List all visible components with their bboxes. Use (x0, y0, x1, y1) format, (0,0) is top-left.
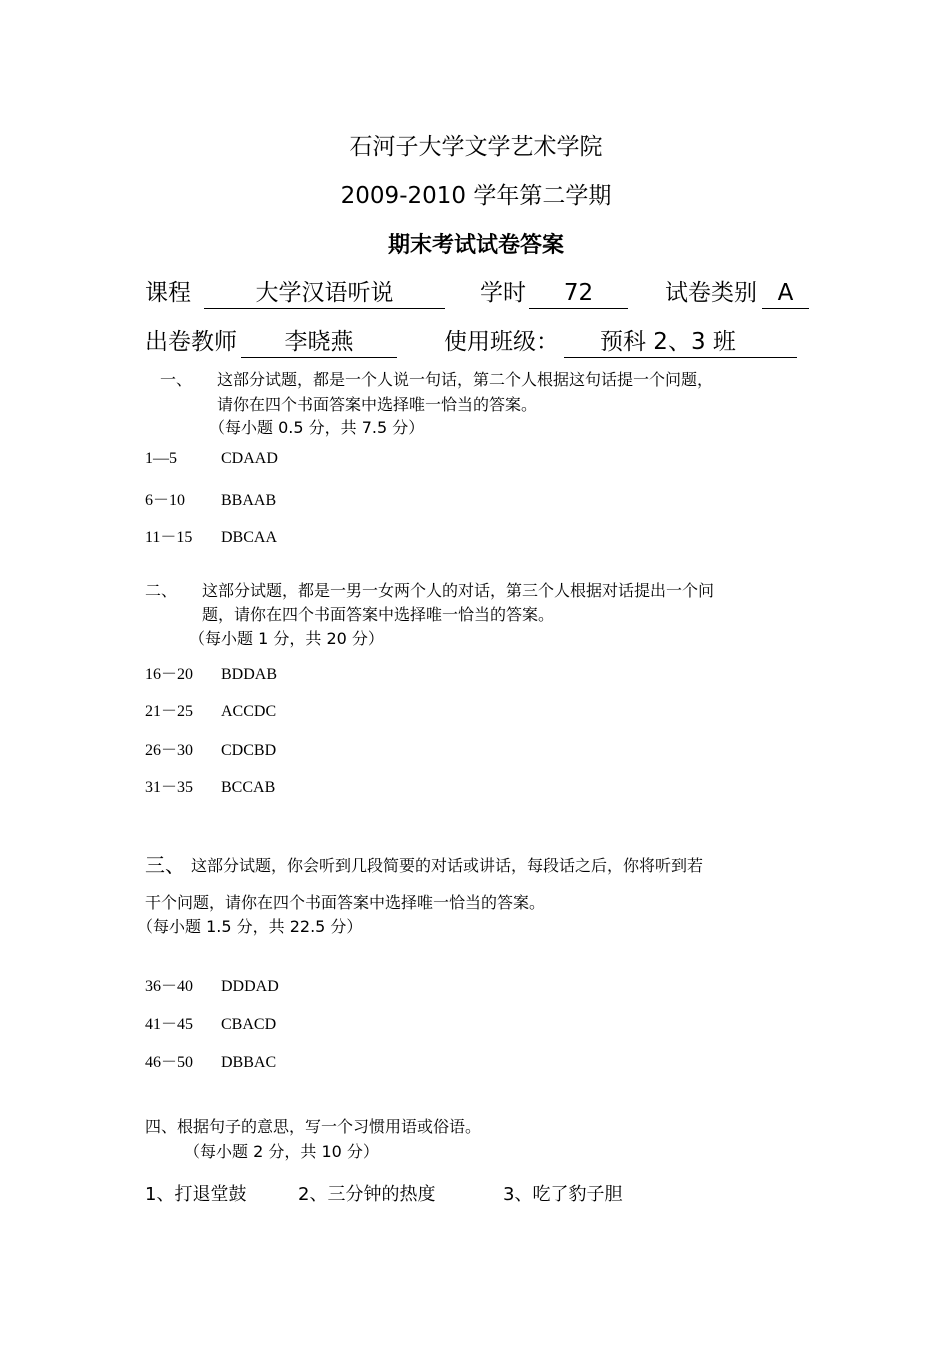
answer-value: BDDAB (221, 666, 278, 683)
answer-row (145, 1011, 276, 1034)
answer-row (145, 524, 277, 547)
teacher-value: 李晓燕 (241, 327, 397, 358)
answer-range: 41－45 (145, 1016, 194, 1033)
answer-value: CDCBD (221, 742, 277, 759)
answer-row (145, 661, 277, 684)
section3-instruction-line1: 这部分试题，你会听到几段简要的对话或讲话，每段话之后，你将听到若 (191, 856, 704, 875)
section1-instruction-line1: 这部分试题，都是一个人说一句话，第二个人根据这句话提一个问题， (217, 370, 714, 389)
section1-number: 一、 (160, 370, 193, 389)
answer-row (145, 1049, 276, 1072)
answer-row (145, 450, 278, 468)
section3-number: 三、 (145, 853, 185, 877)
answer-range: 16－20 (145, 666, 194, 683)
answer-row (145, 737, 276, 760)
hours-value: 72 (529, 278, 628, 309)
answer-value: DBCAA (221, 529, 278, 546)
term: 2009-2010 学年第二学期 (340, 183, 612, 209)
class-label: 使用班级： (444, 329, 559, 355)
hours-label: 学时 (480, 280, 526, 306)
section4-score: （每小题 2 分，共 10 分） (184, 1142, 379, 1161)
answer-row (145, 487, 276, 510)
answer-row (145, 973, 279, 996)
section2-instruction-line1: 这部分试题，都是一男一女两个人的对话，第三个人根据对话提出一个问 (202, 581, 715, 600)
course-label: 课程 (145, 280, 191, 306)
section3-instruction-line2: 干个问题，请你在四个书面答案中选择唯一恰当的答案。 (145, 893, 546, 912)
answer-range: 11－15 (145, 529, 193, 546)
section3-score: （每小题 1.5 分，共 22.5 分） (137, 917, 363, 936)
answer-value: DDDAD (221, 978, 279, 995)
answer-value: DBBAC (221, 1054, 277, 1071)
exam-title: 期末考试试卷答案 (387, 233, 564, 258)
section1-instruction-line2: 请你在四个书面答案中选择唯一恰当的答案。 (217, 395, 538, 414)
class-value: 预科 2、3 班 (564, 327, 797, 358)
section2-instruction-line2: 题，请你在四个书面答案中选择唯一恰当的答案。 (202, 605, 555, 624)
teacher-label: 出卷教师 (145, 329, 237, 355)
answer-range: 46－50 (145, 1054, 194, 1071)
answer-range: 1—5 (145, 450, 177, 467)
answer-range: 21－25 (145, 703, 194, 720)
answer-range: 36－40 (145, 978, 194, 995)
section2-score: （每小题 1 分，共 20 分） (189, 629, 384, 648)
answer-value: ACCDC (221, 703, 277, 720)
answer-value: BBAAB (221, 492, 277, 509)
section2-number: 二、 (145, 581, 178, 600)
section1-score: （每小题 0.5 分，共 7.5 分） (209, 418, 425, 437)
course-value: 大学汉语听说 (204, 278, 445, 309)
answer-value: BCCAB (221, 779, 276, 796)
school-name: 石河子大学文学艺术学院 (349, 134, 603, 160)
idiom-item-2: 2、三分钟的热度 (298, 1184, 436, 1205)
answer-value: CDAAD (221, 450, 278, 467)
section4-title: 四、根据句子的意思，写一个习惯用语或俗语。 (145, 1117, 482, 1136)
answer-range: 31－35 (145, 779, 194, 796)
answer-range: 26－30 (145, 742, 194, 759)
type-label: 试卷类别 (665, 280, 757, 306)
idiom-item-1: 1、打退堂鼓 (145, 1184, 247, 1205)
type-value: A (762, 278, 809, 309)
idiom-item-3: 3、吃了豹子胆 (503, 1184, 623, 1205)
answer-row (145, 774, 275, 797)
answer-value: CBACD (221, 1016, 277, 1033)
answer-range: 6－10 (145, 492, 186, 509)
answer-row (145, 698, 276, 721)
